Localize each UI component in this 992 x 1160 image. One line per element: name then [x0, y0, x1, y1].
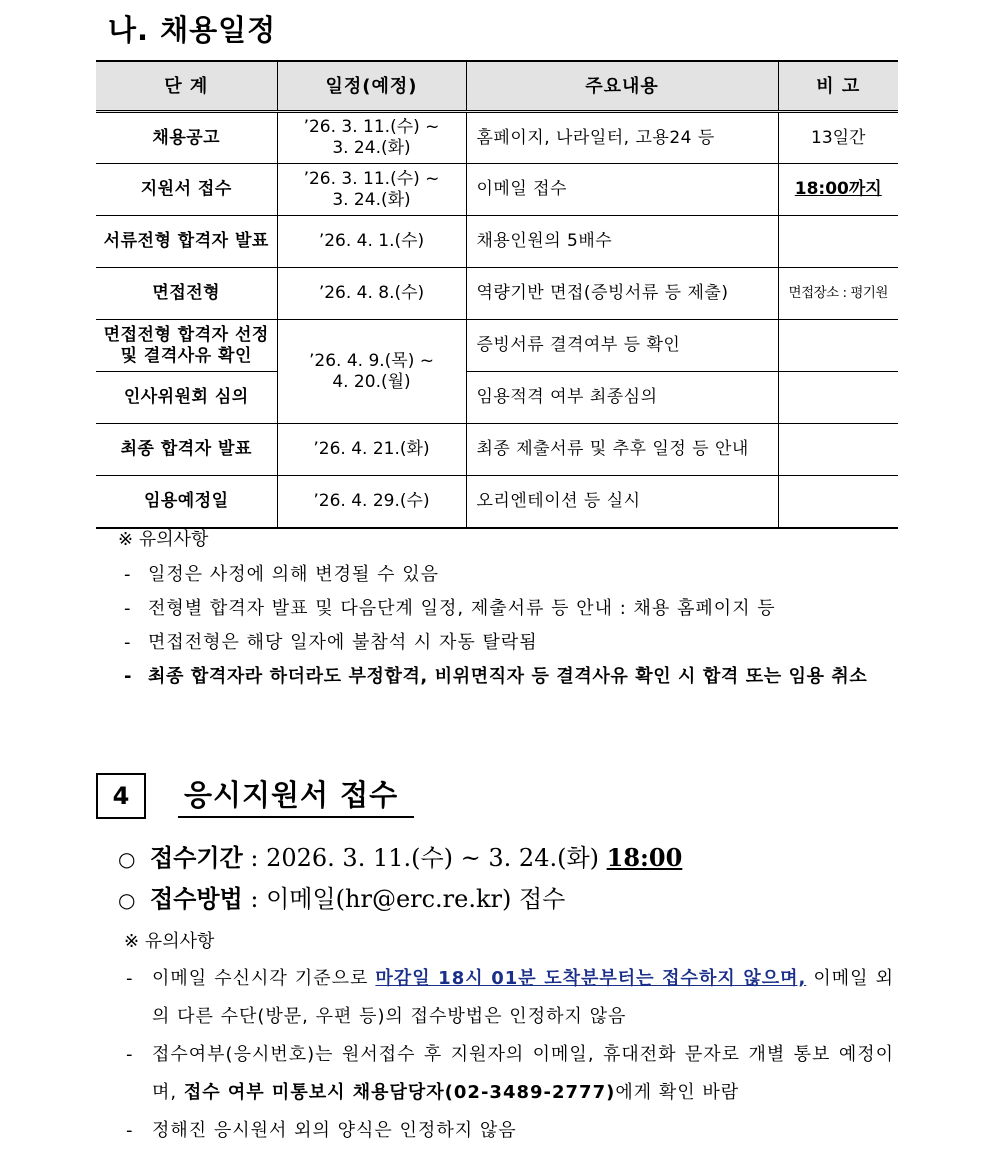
date-cell: ’26. 4. 9.(목) ~ 4. 20.(월)	[277, 320, 466, 424]
stage-cell: 임용예정일	[96, 476, 277, 528]
note-item: - 일정은 사정에 의해 변경될 수 있음	[124, 564, 440, 585]
date-cell: ’26. 3. 11.(수) ~ 3. 24.(화)	[277, 164, 466, 216]
method-label: 접수방법	[150, 884, 243, 913]
stage-cell: 채용공고	[96, 112, 277, 164]
content-cell: 이메일 접수	[466, 164, 778, 216]
stage-cell: 서류전형 합격자 발표	[96, 216, 277, 268]
date-cell: ’26. 4. 21.(화)	[277, 424, 466, 476]
deadline-warning: 마감일 18시 01분 도착분부터는 접수하지 않으며,	[375, 968, 807, 989]
note-cell	[778, 320, 898, 372]
stage-cell: 인사위원회 심의	[96, 372, 277, 424]
circle-bullet-icon: ○	[118, 888, 136, 912]
note-item: - 최종 합격자라 하더라도 부정합격, 비위면직자 등 결격사유 확인 시 합격 또는 임용 취소	[124, 666, 868, 687]
note-cell	[778, 424, 898, 476]
stage-cell: 면접전형	[96, 268, 277, 320]
date-cell: ’26. 4. 29.(수)	[277, 476, 466, 528]
header-content: 주요내용	[466, 61, 778, 112]
section-heading: 응시지원서 접수	[178, 774, 414, 818]
table-row	[96, 216, 898, 268]
circle-bullet-icon: ○	[118, 847, 136, 871]
date-cell: ’26. 4. 8.(수)	[277, 268, 466, 320]
schedule-table	[96, 60, 898, 529]
header-note: 비 고	[778, 61, 898, 112]
header-stage: 단 계	[96, 61, 277, 112]
content-cell: 임용적격 여부 최종심의	[466, 372, 778, 424]
stage-cell: 최종 합격자 발표	[96, 424, 277, 476]
content-cell: 채용인원의 5배수	[466, 216, 778, 268]
period-label: 접수기간	[150, 843, 243, 872]
period-time: 18:00	[606, 843, 683, 872]
contact-info: 접수 여부 미통보시 채용담당자(02-3489-2777)	[183, 1082, 616, 1103]
content-cell: 오리엔테이션 등 실시	[466, 476, 778, 528]
stage-cell: 면접전형 합격자 선정 및 결격사유 확인	[96, 320, 277, 372]
content-cell: 최종 제출서류 및 추후 일정 등 안내	[466, 424, 778, 476]
period-text: : 2026. 3. 11.(수) ~ 3. 24.(화)	[242, 844, 607, 872]
note-cell	[778, 372, 898, 424]
table-row	[96, 424, 898, 476]
table-header-row	[96, 61, 898, 112]
date-cell: ’26. 4. 1.(수)	[277, 216, 466, 268]
note-cell: 면접장소 : 평기원	[778, 268, 898, 320]
date-cell: ’26. 3. 11.(수) ~ 3. 24.(화)	[277, 112, 466, 164]
table-row	[96, 164, 898, 216]
stage-cell: 지원서 접수	[96, 164, 277, 216]
schedule-notes	[118, 526, 896, 694]
section-number: 4	[96, 773, 146, 819]
period-item	[118, 838, 682, 873]
note-item: - 정해진 응시원서 외의 양식은 인정하지 않음	[126, 1120, 517, 1141]
table-row	[96, 372, 898, 424]
note-item: - 이메일 수신시각 기준으로 마감일 18시 01분 도착분부터는 접수하지 않으며, 이메일 외의 다른 수단(방문, 우편 등)의 접수방법은 인정하지 않음	[126, 968, 894, 1027]
header-date: 일정(예정)	[277, 61, 466, 112]
note-cell	[778, 164, 898, 216]
deadline-note: 18:00까지	[794, 179, 882, 199]
note-item: - 전형별 합격자 발표 및 다음단계 일정, 제출서류 등 안내 : 채용 홈페이지 등	[124, 598, 776, 619]
note-cell	[778, 216, 898, 268]
notes-heading: ※ 유의사항	[118, 529, 209, 550]
table-row	[96, 268, 898, 320]
table-row	[96, 112, 898, 164]
content-cell: 증빙서류 결격여부 등 확인	[466, 320, 778, 372]
note-item: - 면접전형은 해당 일자에 불참석 시 자동 탈락됨	[124, 632, 538, 653]
content-cell: 역량기반 면접(증빙서류 등 제출)	[466, 268, 778, 320]
table-row	[96, 320, 898, 372]
section-title: 나. 채용일정	[108, 13, 277, 47]
method-text: : 이메일(hr@erc.re.kr) 접수	[242, 885, 566, 913]
note-cell	[778, 476, 898, 528]
notes-heading: ※ 유의사항	[124, 931, 215, 952]
submission-notes	[124, 928, 894, 1150]
table-row	[96, 476, 898, 528]
content-cell: 홈페이지, 나라일터, 고용24 등	[466, 112, 778, 164]
note-item: - 접수여부(응시번호)는 원서접수 후 지원자의 이메일, 휴대전화 문자로 개별 통보 예정이며, 접수 여부 미통보시 채용담당자(02-3489-2777)에게 확인 바람	[126, 1044, 894, 1103]
note-cell: 13일간	[778, 112, 898, 164]
method-item	[118, 879, 565, 914]
